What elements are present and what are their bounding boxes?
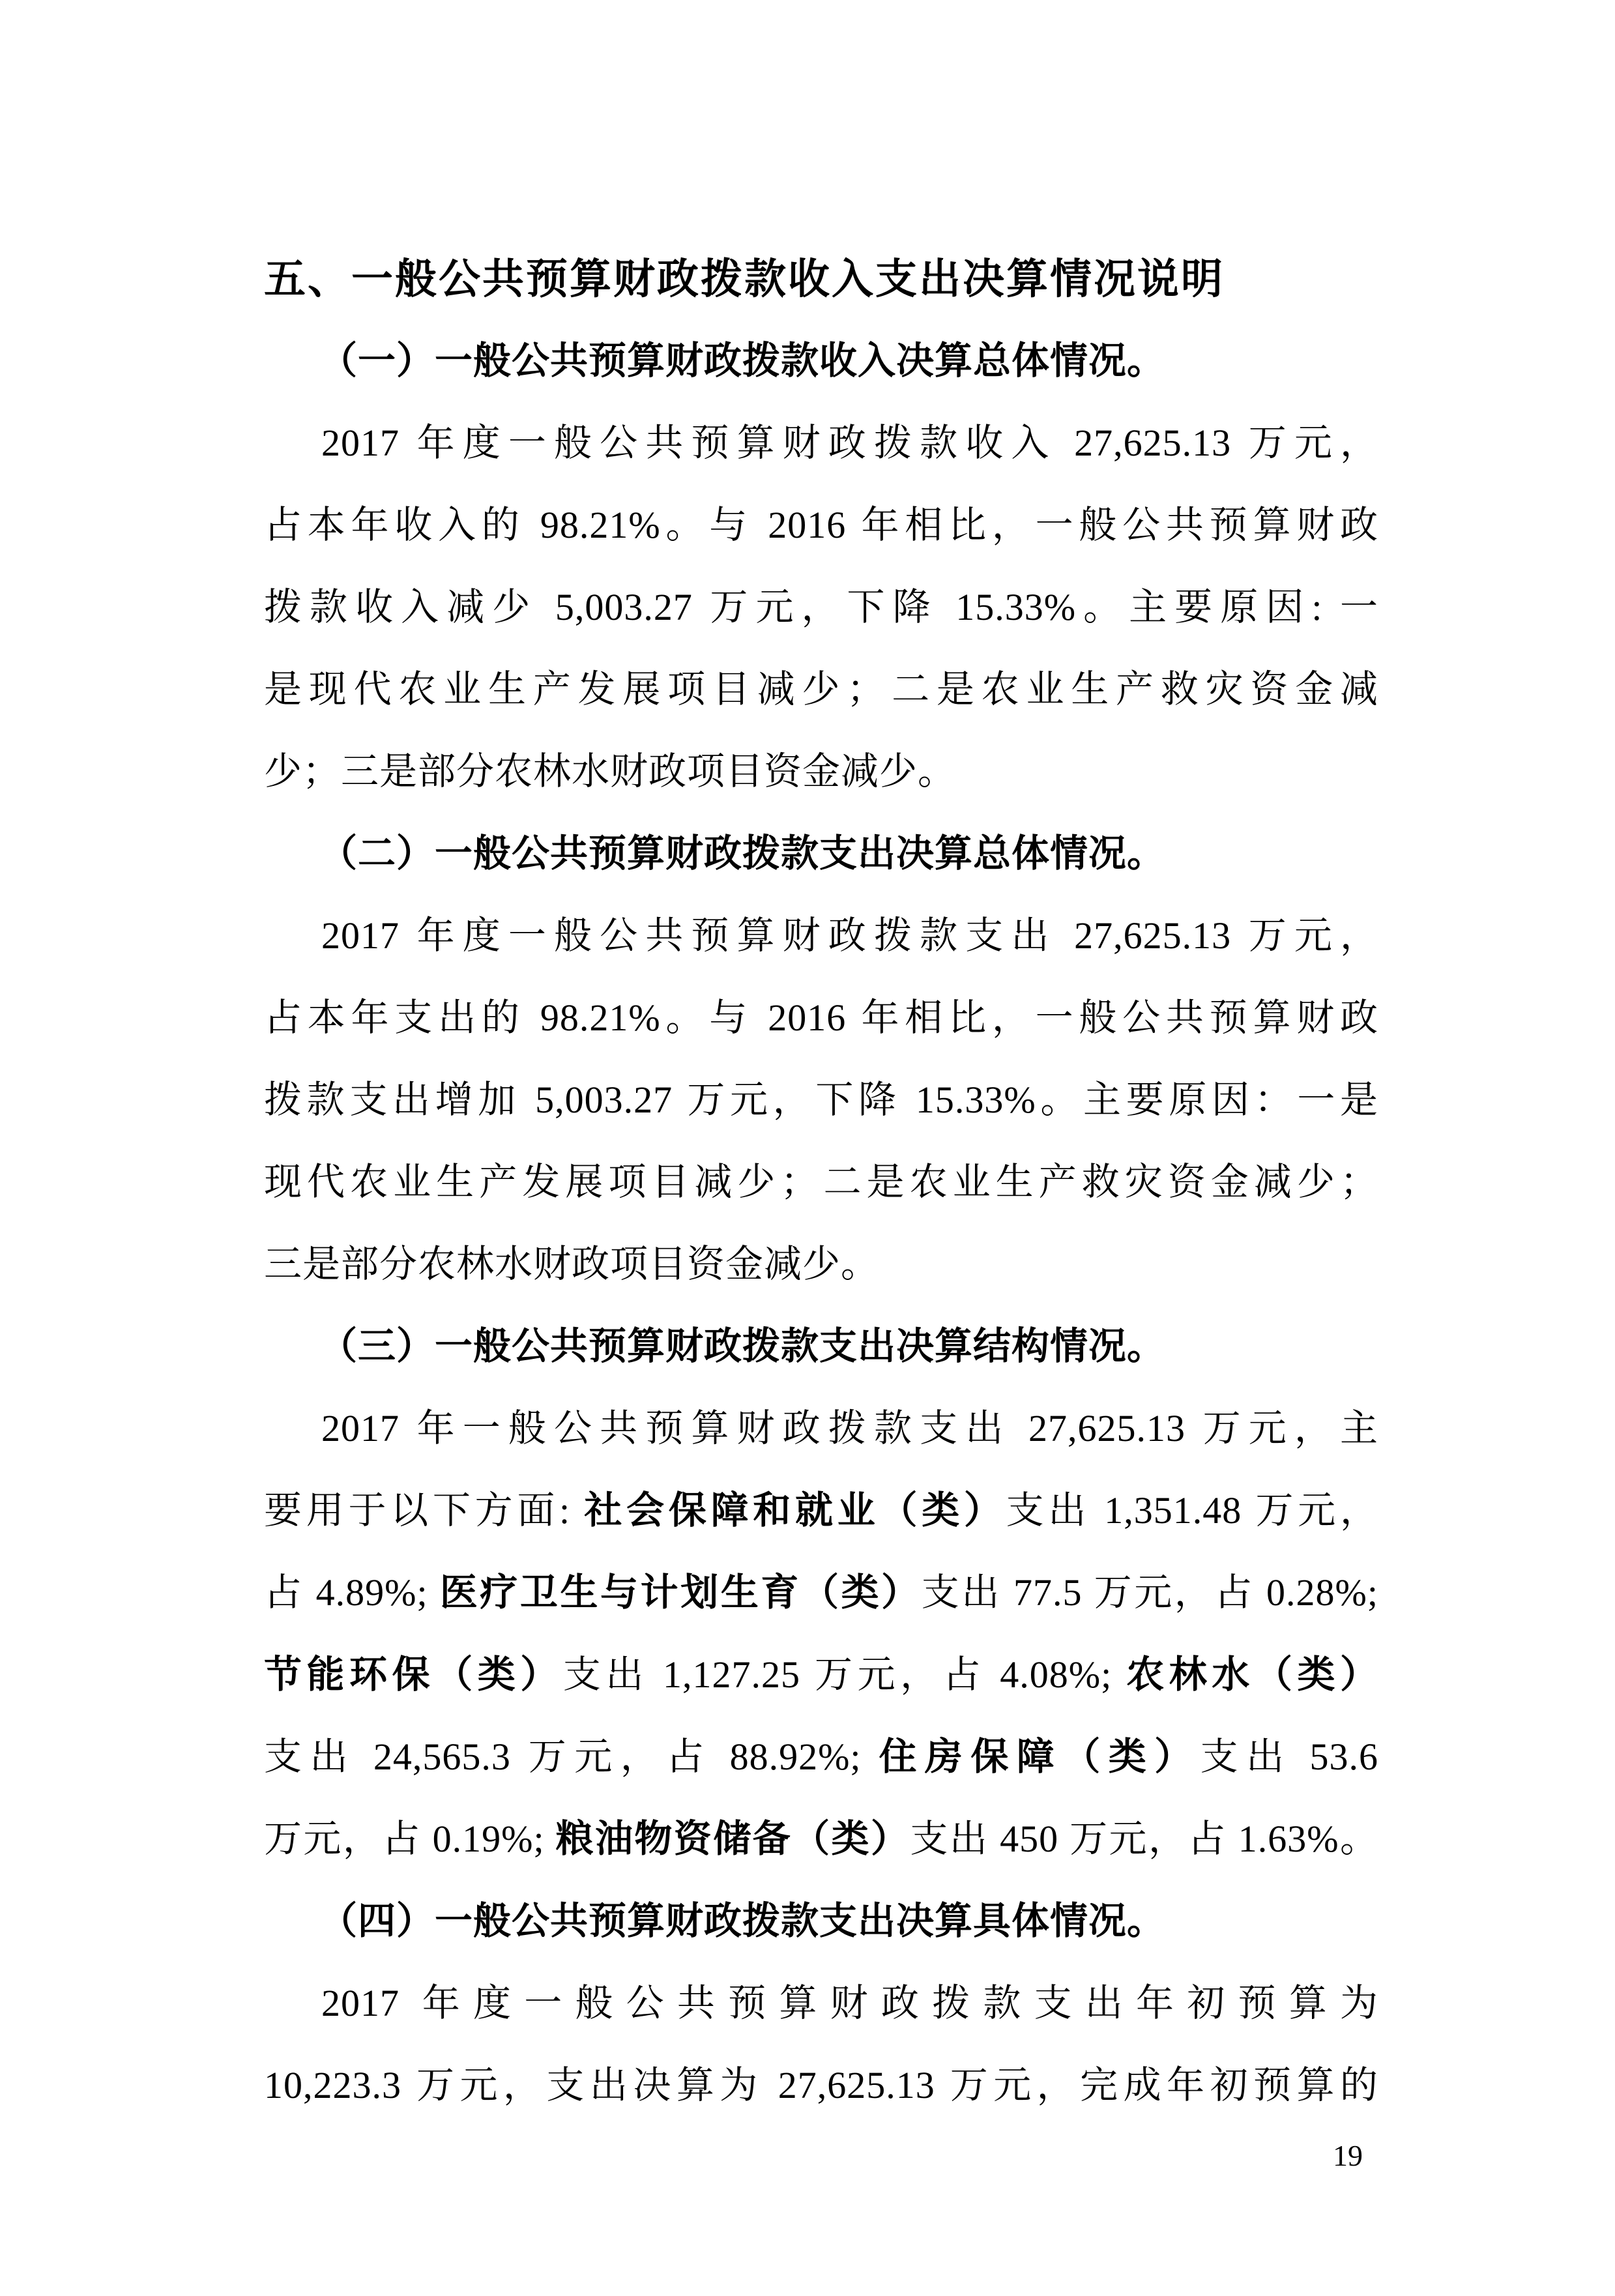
text-segment: 支出 450 万元，占 1.63%。 [910,1818,1378,1860]
text-line [264,1388,1378,1470]
text-segment: 支出 53.6 [1200,1736,1378,1778]
text-line [264,895,1378,977]
text-segment: 万元，占 0.19%; [264,1818,556,1860]
text-line [264,1223,1378,1305]
text-line [264,1141,1378,1223]
text-line [264,1552,1378,1634]
bold-text-segment: 五、一般公共预算财政拨款收入支出决算情况说明 [264,255,1225,302]
section-heading [264,1880,1378,1962]
text-line [264,1716,1378,1798]
text-line [264,1962,1378,2044]
text-line [264,648,1378,731]
text-line [264,1059,1378,1141]
bold-text-segment: （二）一般公共预算财政拨款支出决算总体情况。 [319,832,1166,875]
bold-text-segment: 住房保障（类） [879,1736,1200,1778]
text-segment: 10,223.3 万元，支出决算为 27,625.13 万元，完成年初预算的 [264,2064,1378,2106]
section-heading [264,1305,1378,1388]
document-title [264,238,1378,320]
bold-text-segment: 粮油物资储备（类） [555,1818,910,1860]
text-segment: 是现代农业生产发展项目减少；二是农业生产救灾资金减 [264,668,1378,710]
text-line [264,977,1378,1059]
text-segment: 2017 年度一般公共预算财政拨款支出年初预算为 [321,1982,1378,2024]
text-segment: 2017 年度一般公共预算财政拨款收入 27,625.13 万元， [321,422,1378,464]
bold-text-segment: 农林水（类） [1126,1653,1378,1696]
bold-text-segment: 医疗卫生与计划生育（类） [439,1571,922,1614]
text-segment: 2017 年一般公共预算财政拨款支出 27,625.13 万元，主 [321,1407,1378,1449]
page-number: 19 [1333,2139,1363,2172]
text-segment: 占本年支出的 98.21%。与 2016 年相比，一般公共预算财政 [264,996,1378,1039]
text-segment: 支出 24,565.3 万元，占 88.92%; [264,1736,879,1778]
text-line [264,1634,1378,1716]
text-segment: 拨款收入减少 5,003.27 万元，下降 15.33%。主要原因: 一 [264,586,1378,628]
text-segment: 拨款支出增加 5,003.27 万元，下降 15.33%。主要原因：一是 [264,1079,1378,1121]
text-line [264,1470,1378,1552]
text-line [264,566,1378,648]
text-line [264,731,1378,813]
text-segment: 支出 77.5 万元，占 0.28%; [921,1571,1378,1614]
text-segment: 占本年收入的 98.21%。与 2016 年相比，一般公共预算财政 [264,504,1378,546]
section-heading [264,320,1378,402]
text-segment: 支出 1,127.25 万元，占 4.08%; [562,1653,1127,1696]
text-segment: 支出 1,351.48 万元， [1006,1489,1378,1532]
text-line [264,1798,1378,1880]
bold-text-segment: （一）一般公共预算财政拨款收入决算总体情况。 [319,340,1166,382]
text-line [264,2044,1378,2127]
text-segment: 2017 年度一般公共预算财政拨款支出 27,625.13 万元， [321,914,1378,957]
text-segment: 占 4.89%; [264,1571,440,1614]
text-line [264,484,1378,566]
text-line [264,402,1378,484]
bold-text-segment: 社会保障和就业（类） [584,1489,1006,1532]
section-heading [264,813,1378,895]
bold-text-segment: （三）一般公共预算财政拨款支出决算结构情况。 [319,1325,1166,1367]
bold-text-segment: 节能环保（类） [264,1653,563,1696]
bold-text-segment: （四）一般公共预算财政拨款支出决算具体情况。 [319,1900,1166,1942]
document-body [264,238,1378,2127]
text-segment: 现代农业生产发展项目减少；二是农业生产救灾资金减少； [264,1161,1378,1203]
text-segment: 三是部分农林水财政项目资金减少。 [264,1243,880,1285]
text-segment: 少；三是部分农林水财政项目资金减少。 [264,750,957,792]
text-segment: 要用于以下方面: [264,1489,585,1532]
